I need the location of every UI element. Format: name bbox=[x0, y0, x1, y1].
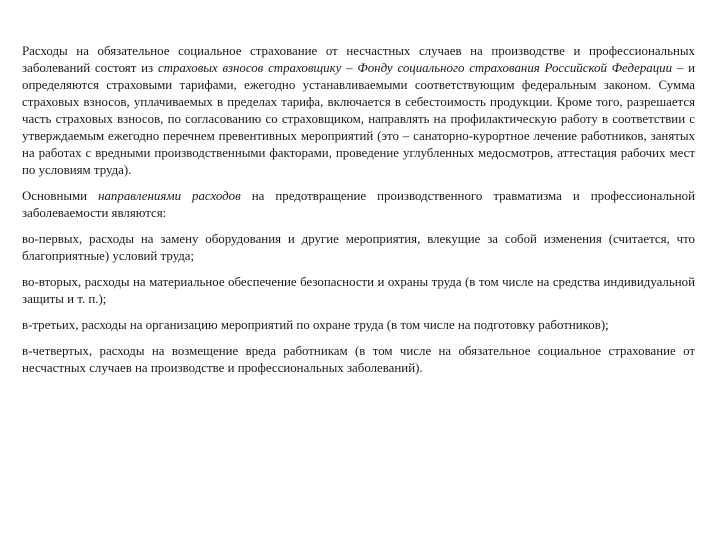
text-run: в-третьих, расходы на организацию мероприятий по охране труда (в том числе на подготовку работников); bbox=[22, 318, 609, 332]
text-run: на предотвращение производственного травматизма и профессиональной заболеваемости являются: bbox=[22, 189, 696, 220]
text-run: Расходы на обязательное социальное страхование от несчастных случаев на производстве и профессиональных заболеваний состоят из bbox=[22, 44, 695, 75]
text-run-italic: страховых взносов страховщику – Фонду социального страхования Российской Федерации bbox=[157, 61, 673, 75]
text-run: – и определяются страховыми тарифами, ежегодно устанавливаемыми соответствующим федеральным законом. Сумма страховых взносов, уплачиваемых в пределах тарифа, включается в себестоимость продукции. Кроме того, разрешается часть страховых взносов, по согласованию со страховщиком, направлять на профилактическую работу в соответствии с утверждаемым ежегодно перечнем превентивных мероприятий (это – санаторно-курортное лечение работников, занятых на работах с вредными производственными факторами, проведение углубленных медосмотров, аттестация рабочих мест по условиям труда). bbox=[22, 61, 695, 177]
paragraph-first-item bbox=[22, 231, 695, 265]
paragraph-insurance-contributions bbox=[22, 43, 695, 179]
text-run-italic: направлениями расходов bbox=[98, 189, 241, 203]
paragraph-fourth-item bbox=[22, 343, 695, 377]
text-run: Основными bbox=[22, 189, 99, 203]
paragraph-third-item bbox=[22, 317, 695, 334]
text-run: во-вторых, расходы на материальное обеспечение безопасности и охраны труда (в том числе на средства индивидуальной защиты и т. п.); bbox=[22, 275, 695, 306]
text-run: во-первых, расходы на замену оборудования и другие мероприятия, влекущие за собой изменения (считается, что благоприятные) условий труда; bbox=[22, 232, 695, 263]
paragraph-main-directions bbox=[22, 188, 695, 222]
text-run: в-четвертых, расходы на возмещение вреда работникам (в том числе на обязательное социальное страхование от несчастных случаев на производстве и профессиональных заболеваний). bbox=[22, 344, 695, 375]
document-page bbox=[22, 43, 695, 377]
paragraph-second-item bbox=[22, 274, 695, 308]
